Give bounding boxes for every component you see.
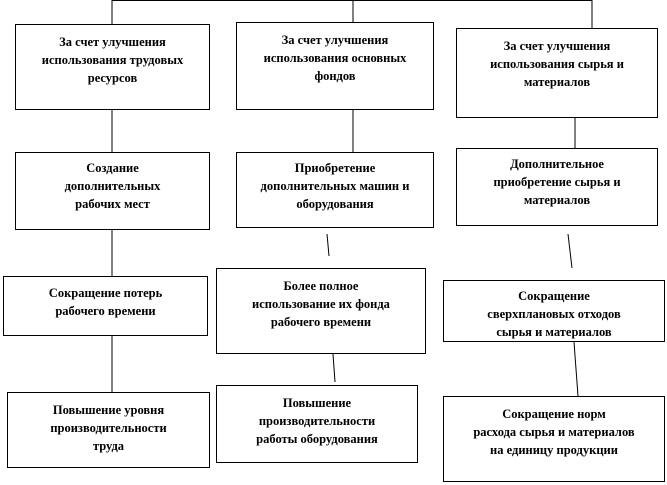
box-labor-resources [15, 24, 210, 110]
box-acquire-materials-text: Дополнительное приобретение сырья и материалов [493, 157, 621, 207]
box-raw-materials [456, 28, 658, 118]
box-acquire-machines [236, 152, 434, 228]
box-fixed-assets [236, 22, 434, 110]
box-equipment-productivity-text: Повышение производительности работы оборудования [256, 396, 378, 446]
box-fuller-use-time-text: Более полное использование их фонда рабочего времени [252, 279, 390, 329]
box-labor-resources-text: За счет улучшения использования трудовых ресурсов [41, 35, 184, 85]
connector-c3-2-3 [568, 234, 572, 268]
box-labor-productivity-text: Повышение уровня производительности труда [50, 403, 167, 453]
box-equipment-productivity [216, 385, 418, 463]
box-acquire-materials [456, 148, 658, 226]
box-acquire-machines-text: Приобретение дополнительных машин и оборудования [260, 161, 410, 211]
box-fuller-use-time [216, 268, 426, 354]
box-reduce-time-losses [3, 276, 208, 336]
box-reduce-norms-text: Сокращение норм расхода сырья и материалов на единицу продукции [473, 407, 635, 457]
box-raw-materials-text: За счет улучшения использования сырья и материалов [490, 39, 624, 89]
box-fixed-assets-text: За счет улучшения использования основных фондов [263, 33, 407, 83]
box-reduce-norms [443, 396, 665, 482]
box-reduce-waste [443, 280, 665, 342]
connector-c3-3-4 [574, 342, 578, 396]
box-labor-productivity [7, 392, 210, 468]
box-reduce-waste-text: Сокращение сверхплановых отходов сырья и материалов [487, 289, 621, 339]
box-additional-jobs-text: Создание дополнительных рабочих мест [64, 161, 161, 211]
connector-c2-3-4 [333, 354, 335, 382]
box-additional-jobs [15, 152, 210, 230]
box-reduce-time-losses-text: Сокращение потерь рабочего времени [48, 286, 163, 318]
connector-c2-2-3 [327, 234, 329, 256]
